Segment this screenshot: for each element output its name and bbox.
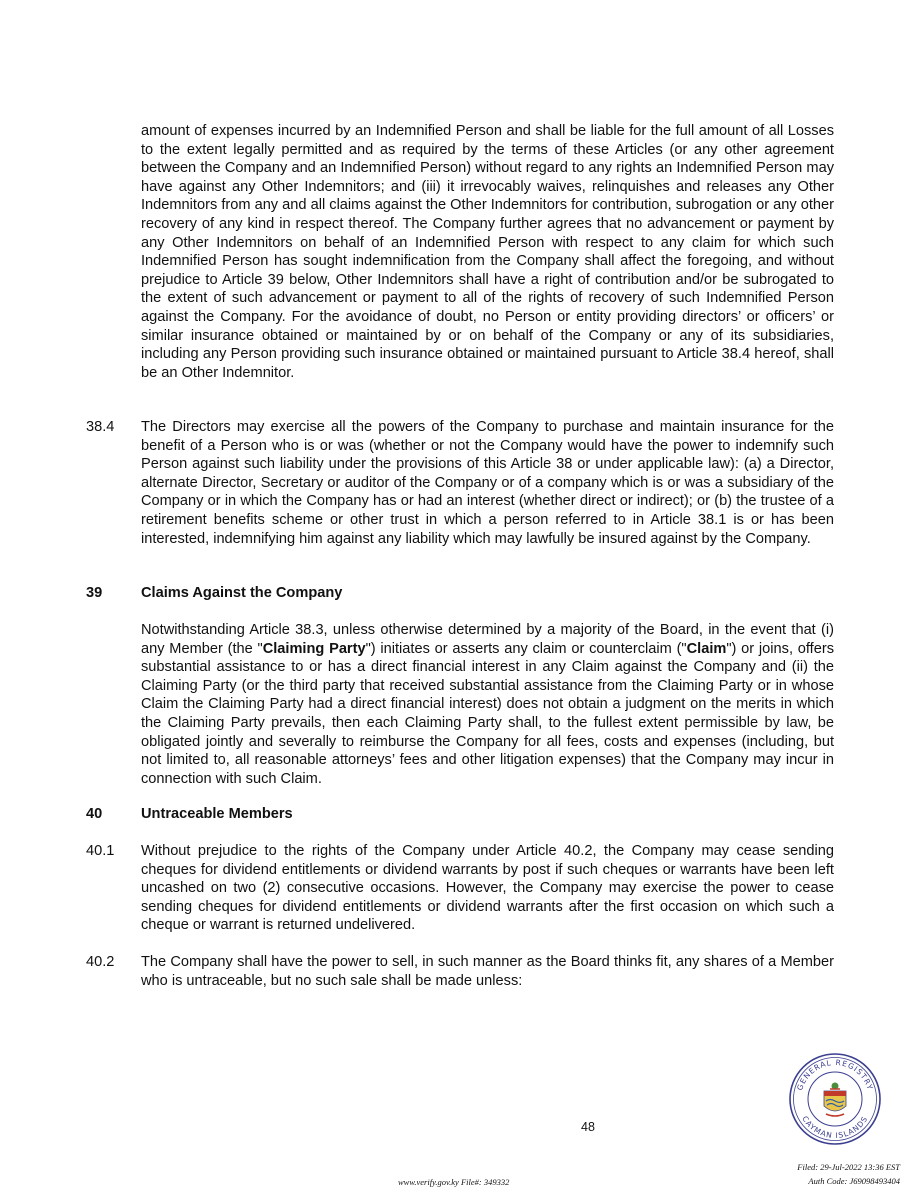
coat-of-arms-icon	[824, 1083, 846, 1117]
term-claiming-party: Claiming Party	[262, 640, 366, 657]
clause-40-2-text: The Company shall have the power to sell, in such manner as the Board thinks fit, any shares of a Member who is untraceable, but no such sale shall be made unless:	[141, 954, 834, 989]
page-number: 48	[581, 1120, 595, 1134]
footer-filing-info	[756, 1160, 900, 1188]
term-claim: Claim	[686, 640, 727, 657]
footer-filed: Filed: 29-Jul-2022 13:36 EST	[797, 1162, 900, 1172]
article-39-title: Claims Against the Company	[141, 585, 343, 601]
clause-38-4-text: The Directors may exercise all the powers of the Company to purchase and maintain insurance for the benefit of a Person who is or was (whether or not the Company would have the power to indemnify such Person against such liability under the provisions of this Article 38 or under applicable law): (a) a Director, alternate Director, Secretary or auditor of the Company or of a company which is or was a subsidiary of the Company or in which the Company has or had an interest (whether direct or indirect); or (b) the trustee of a retirement benefits scheme or other trust in which a person referred to in Article 38.1 is or has been interested, indemnifying him against any liability which may lawfully be insured against by the Company.	[141, 419, 834, 547]
clause-40-2-number: 40.2	[86, 954, 115, 970]
general-registry-seal	[788, 1046, 882, 1152]
clause-40-1-number: 40.1	[86, 843, 115, 859]
article-39-text-part-2: ") initiates or asserts any claim or counterclaim ("	[365, 640, 687, 657]
clause-38-4-number: 38.4	[86, 419, 115, 435]
article-39-number: 39	[86, 585, 103, 601]
article-40-title: Untraceable Members	[141, 806, 293, 822]
article-39-text-part-3: ") or joins, offers substantial assistance to or has a direct financial interest in any Claim against the Company and (ii) the Claiming Party (or the third party that received substantial assistance from the Claiming Party or in whose Claim the Claiming Party had a direct financial interest) does not obtain a judgment on the merits in which the Claiming Party prevails, then each Claiming Party shall, to the fullest extent permissible by law, be obligated jointly and severally to reimburse the Company for all fees, costs and expenses (including, but not limited to, all reasonable attorneys’ fees and other litigation expenses) that the Company may incur in connection with such Claim.	[141, 640, 835, 787]
article-40-number: 40	[86, 806, 103, 822]
footer-verify: www.verify.gov.ky File#: 349332	[398, 1177, 510, 1187]
clause-40-1-text: Without prejudice to the rights of the Company under Article 40.2, the Company may cease sending cheques for dividend entitlements or dividend warrants by post if such cheques or warrants have been left uncashed on two (2) consecutive occasions. However, the Company may exercise the power to cease sending cheques for dividend entitlements or dividend warrants after the first occasion on which such a cheque or warrant is returned undelivered.	[141, 843, 834, 934]
seal-bottom-text: CAYMAN ISLANDS	[800, 1114, 870, 1141]
seal-top-text: GENERAL REGISTRY	[795, 1057, 875, 1092]
footer-auth-code: Auth Code: J69098493404	[808, 1176, 900, 1186]
article-39-text	[141, 621, 834, 788]
continuation-paragraph: amount of expenses incurred by an Indemnified Person and shall be liable for the full amount of all Losses to the extent legally permitted and as required by the terms of these Articles (or any other agreement between the Company and an Indemnified Person) without regard to any rights an Indemnified Person may have against any Other Indemnitors; and (iii) it irrevocably waives, relinquishes and releases any Other Indemnitors from any and all claims against the Other Indemnitors for contribution, subrogation or any other recovery of any kind in respect thereof. The Company further agrees that no advancement or payment by any Other Indemnitors on behalf of an Indemnified Person with respect to any claim for which such Indemnified Person has sought indemnification from the Company shall affect the foregoing, and without prejudice to Article 39 below, Other Indemnitors shall have a right of contribution and/or be subrogated to the extent of such advancement or payment to all of the rights of recovery of such Indemnified Person against the Company. For the avoidance of doubt, no Person or entity providing directors’ or officers’ or similar insurance obtained or maintained by or on behalf of the Company or any of its subsidiaries, including any Person providing such insurance obtained or maintained pursuant to Article 38.4 hereof, shall be an Other Indemnitor.	[141, 123, 834, 381]
article-39-text-part-1: Notwithstanding Article 38.3, unless otherwise determined by a majority of the Board, in the event that (i) any Member (the "	[141, 622, 834, 657]
